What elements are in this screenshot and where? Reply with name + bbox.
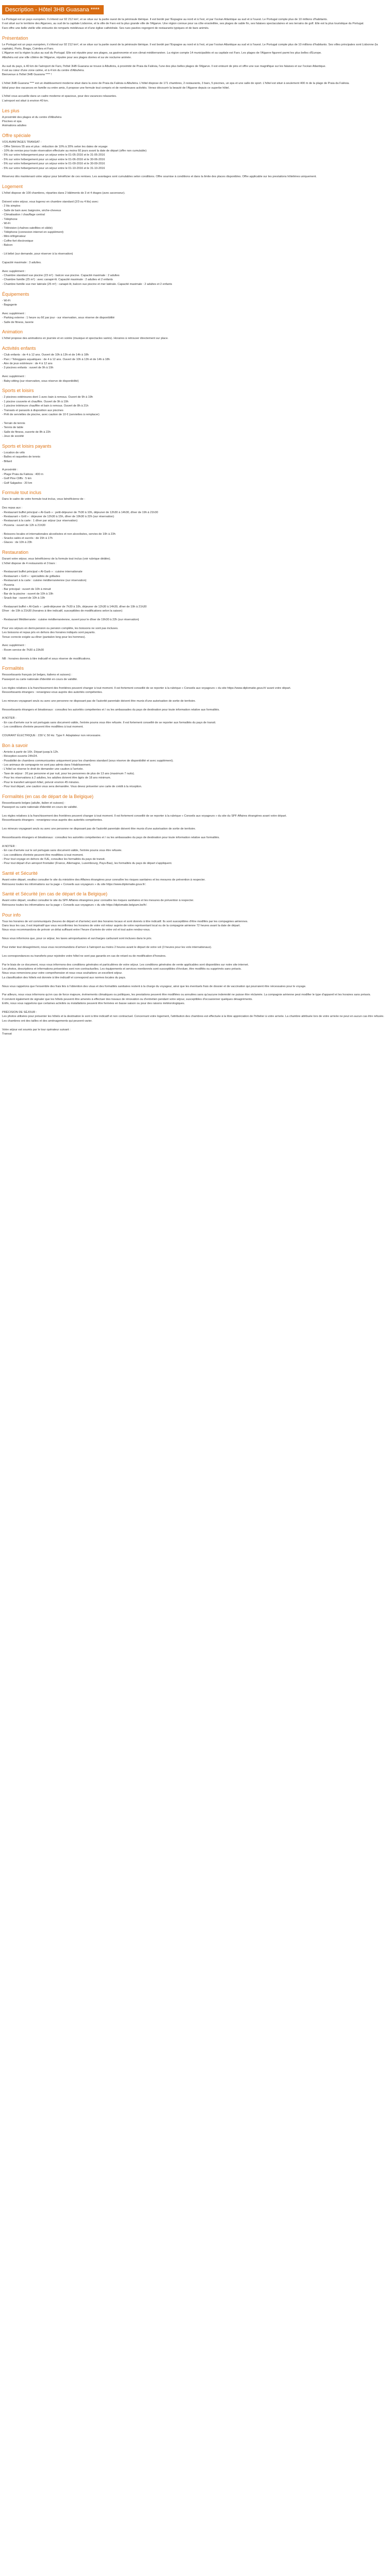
text-line: Tous les horaires de vol communiqués (heures de départ et d'arrivée) sont des horaires locaux et sont donnés à titre indicatif. Ils sont susceptibles d'être modifiés par les compagnies aériennes. [2,920,248,923]
text-line: - Les conditions d'entrée peuvent être modifiées à tout moment. [2,725,84,729]
paragraph-block [2,899,389,907]
text-line: - Pour tout départ, une caution vous sera demandée. Vous devez présenter une carte de crédit à la réception. [2,785,142,788]
text-line: - Salle de fitness, ouverte de 8h à 22h [2,430,51,434]
text-line: - Snack-bar : ouvert de 10h à 19h [2,596,45,600]
text-line: Idéal pour des vacances en famille ou entre amis, il propose une formule tout compris et de nombreuses activités. Venez découvrir la beauté de l'Algarve depuis ce superbe hôtel. [2,86,230,90]
text-line: - Pizzeria [2,583,14,587]
text-line: Passeport ou carte nationale d'identité en cours de validité. [2,677,78,681]
text-line: Le Portugal est un pays européen, il s'étend sur 92 212 km², et se situe sur la partie ouest de la péninsule ibérique. Il est bordé par l'Espagne au nord et à l'est, et par l'océan Atlantique au sud et à l'ouest. Le Portugal compte plus de 10 millions d'habitants. Ses villes principales sont Lisbonne (la capitale), Porto, Braga, Coimbra et Faro. [2,43,378,51]
text-line: - 1 piscine intérieure chauffée et bain à remous. Ouvert de 8h à 21h [2,404,89,408]
text-line: Il est situé sur le territoire des Algarves, au sud de la capitale Lisbonne, et la ville de Faro est la plus grande ville de l'Algarve. Une région connue pour sa côte ensoleillée, ses plages de sable fin, ses falaises spectaculaires et ses terrains de golf. Elle est la plus touristique du Portugal. [2,22,364,26]
description-page [0,0,391,1044]
paragraph-block [2,844,389,866]
paragraph-block [2,252,389,256]
text-line: Avec supplément : [2,312,26,315]
paragraph-block [2,115,389,128]
paragraph-block [2,937,389,941]
text-line: - Restaurant à la carte : cuisine méditerranéenne (sur réservation) [2,579,87,583]
paragraph-block [2,18,389,30]
text-line: - Réception ouverte 24h/24. [2,755,38,758]
text-line: - Parking externe : 1 heure ou 6€ par jour - sur réservation, sous réserve de disponibilité [2,316,115,320]
paragraph-block [2,532,389,545]
paragraph-block [2,673,389,682]
paragraph-block [2,618,389,622]
paragraph-block [2,299,389,308]
text-line: Les règles relatives à la franchissement des frontières peuvent changer à tout moment. Il est fortement conseillé de se reporter à la rubrique « Conseils aux voyageurs » du site https://www.diplomatie.gouv.fr/ avant votre départ. [2,686,291,690]
text-line: Ressortissants étrangers et binationaux : consultez les autorités compétentes et / ou les ambassades du pays de destination pour toute information relative aux formalités. [2,836,220,839]
text-line: Pour éviter tout désagrément, nous vous recommandons d'arriver à l'aéroport au moins 2 heures avant le départ de votre vol (3 heures pour les vols internationaux). [2,946,212,949]
text-line: - Restaurant buffet principal « Al-Garb » : cuisine internationale [2,570,83,574]
text-line: - 10% de remise pour toute réservation effectuée au moins 60 jours avant la date de départ (offre non cumulable) [2,149,146,153]
text-line: - Restaurant « Grill » : déjeuner de 12h30 à 15h, dîner de 19h30 à 22h (sur réservation) [2,515,115,519]
paragraph-block [2,716,389,729]
text-line: Bienvenue à l'hôtel 3HB Guarana **** ! [2,73,52,77]
text-line: VOS AVANTAGES TRANSAT : [2,141,42,144]
text-line: Animations adultes [2,124,27,128]
paragraph-block [2,827,389,831]
text-line: - Télévision (chaînes satellites et câble) [2,226,53,230]
paragraph-block [2,336,389,341]
paragraph-block [2,734,389,738]
text-line: Pour vos séjours en demi-pension ou pension complète, les boissons ne sont pas incluses. [2,626,119,630]
text-line: NB : horaires donnés à titre indicatif et sous réserve de modifications. [2,657,91,660]
text-line: - Room service de 7h30 à 23h30 [2,648,44,652]
text-line: - Les conditions d'entrée peuvent être modifiées à tout moment. [2,853,84,857]
text-line: - Climatisation / chauffage central [2,213,45,217]
text-line: - Les animaux de compagnie ne sont pas admis dans l'établissement. [2,763,91,767]
paragraph-block [2,993,389,1006]
paragraph-block [2,657,389,661]
text-line: - Restaurant Méditerranée : cuisine méditerranéenne, ouvert pour le dîner de 19h30 à 22h (sur réservation) [2,618,139,621]
text-line: Ressortissants étrangers et binationaux : consultez les autorités compétentes et / ou les ambassades du pays de destination pour toute information relative aux formalités. [2,708,220,711]
text-line: - Salle de bain avec baignoire, sèche-cheveux [2,209,61,212]
paragraph-block [2,421,389,439]
section-heading: Équipements [2,291,29,297]
text-line: - Pizzeria : ouvert de 12h à 21h30 [2,523,45,527]
text-line: - Wi-Fi [2,222,11,226]
text-line: Retrouvez toutes les informations sur la page « Conseils aux voyageurs » du site https://www.diplomatie.gouv.fr/. [2,883,146,886]
text-line: A NOTER : [2,717,17,720]
text-line: - Aire de jeux extérieure : de 4 à 12 ans [2,362,53,365]
text-line: Il convient également de signaler que les hôtels peuvent être amenés à effectuer des travaux de rénovation ou d'entretien pendant votre séjour, susceptibles d'occasionner quelques désagréments. [2,997,253,1001]
text-line: Nous vous recommandons de prévoir un délai suffisant entre l'heure d'arrivée de votre vol et tout autre rendez-vous. [2,928,151,932]
text-line: Les photos utilisées pour présenter les hôtels et la destination le sont à titre indicatif et non contractuel. Concernant votre logement, l'attribution des chambres est effectuée à la libre appréciation de l'hôtelier à votre arrivée. La chambre attribuée lors de votre arrivée ne peut en aucun cas être refusée. Les chambres ont des tailles et des aménagements qui peuvent varier. [2,1015,384,1023]
text-line: - En cas d'arrivée sur le sol portugais sans document valide, l'entrée pourra vous être refusée. [2,849,122,853]
text-line: - 2 piscines extérieures dont 1 avec bain à remous. Ouvert de 9h à 19h [2,396,93,399]
paragraph-block [2,375,389,383]
text-line: - Location de vélo [2,451,25,454]
paragraph-block [2,626,389,639]
text-line: Avec supplément : [2,375,26,379]
text-line: Les mineurs voyageant seuls ou avec une personne ne disposant pas de l'autorité parentale doivent être munis d'une autorisation de sortie de territoire. [2,699,196,703]
section-heading: Les plus [2,108,20,113]
paragraph-block [2,261,389,265]
text-line: - Téléphone [2,217,18,221]
text-line: L'hôtel propose des animations en journée et en soirée (musique et spectacles variés). Horaires à retrouver directement sur place. [2,337,169,341]
text-line: - Lit bébé (sur demande, pour réserver à la réservation) [2,252,73,256]
text-line: Ressortissants étrangers : renseignez-vous auprès des autorités compétentes. [2,819,103,822]
section-heading: Formule tout inclus [2,490,42,496]
text-line: Les mineurs voyageant seuls ou avec une personne ne disposant pas de l'autorité parentale doivent être munis d'une autorisation de sortie de territoire. [2,827,196,831]
section-heading: Santé et Sécurité [2,871,38,876]
text-line: - Transats et parasols à disposition aux piscines [2,409,63,412]
text-line: L'aéroport est situé à environ 40 km. [2,99,49,103]
paragraph-block [2,570,389,600]
paragraph-block [2,699,389,703]
text-line: - Chambre famille vue mer latérale (25 m²) : canapé-lit, balcon vue piscine et mer latérale. Capacité maximale : 2 adultes et 2 enfants [2,282,172,286]
paragraph-block [2,140,389,171]
paragraph-block [2,708,389,712]
text-line: L'Algarve est la région la plus au sud du Portugal. Elle est réputée pour ses plages, sa gastronomie et son climat méditerranéen. La région compte 14 municipalités et sa capitale est Faro. Les plages de l'Algarve figurent parmi les plus belles d'Europe. [2,52,322,55]
text-line: - 5% sur votre hébergement pour un séjour entre le 01-05-2016 et le 31-05-2016 [2,154,105,157]
text-line: Capacité maximale : 3 adultes. [2,261,42,264]
section-heading: Formalités (en cas de départ de la Belgique) [2,793,94,799]
text-line: L'hôtel dispose de 4 restaurants et 3 bars : [2,562,57,565]
text-line: A proximité : [2,468,18,472]
paragraph-block [2,836,389,840]
text-line: - Restaurant buffet « Al-Garb » : petit-déjeuner de 7h30 à 10h, déjeuner de 12h30 à 14h30, dîner de 19h à 21h30 [2,605,147,608]
text-line: - Pour tout voyage en dehors de l'UE, consultez les formalités du pays de transit. [2,857,106,861]
paragraph-block [2,945,389,950]
text-line: - Wi-Fi [2,299,11,302]
text-line: - Jeux de société [2,435,24,438]
text-line: - 5% sur votre hébergement pour un séjour entre le 01-10-2016 et le 31-10-2016 [2,166,105,170]
text-line: Ressortissants étrangers : renseignez-vous auprès des autorités compétentes. [2,690,103,694]
text-line: - L'hôtel se réserve le droit de demander une caution à l'arrivée. [2,768,84,771]
text-line: - Mini-réfrigérateur [2,235,26,239]
text-line: Avec supplément : [2,269,26,273]
paragraph-block [2,1010,389,1023]
text-line: - 2 lits simples [2,205,21,208]
text-line: - Golf Salgados : 20 km [2,481,32,485]
text-line: - Bar principal : ouvert de 10h à minuit [2,588,51,591]
text-line: - Snacks salés et sucrés : de 15h à 17h [2,537,53,540]
text-line: Votre séjour est soumis par le tour opérateur suivant : [2,1028,71,1031]
text-line: Les règles relatives à la franchissement des frontières peuvent changer à tout moment. Il est fortement conseillé de se reporter à la rubrique « Conseils aux voyageurs » du site du SPF Affaires étrangères avant votre départ. [2,814,287,818]
paragraph-block [2,878,389,887]
text-line: PRÉCISION DE SÉJOUR : [2,1011,37,1014]
paragraph-block [2,269,389,287]
text-line: Piscines et spa [2,120,22,124]
text-line: - Bar de la piscine : ouvert de 10h à 19h [2,592,54,596]
text-line: Avant votre départ, veuillez consulter le site du SPF Affaires étrangères pour connaître les risques sanitaires et les mesures de prévention à respecter. [2,899,194,903]
text-line: Nous vous remercions pour votre compréhension et nous vous souhaitons un excellent séjour. [2,972,123,975]
paragraph-block [2,191,389,195]
text-line: Transat [2,1032,12,1036]
paragraph-block [2,801,389,810]
paragraph-block [2,605,389,614]
paragraph-block [2,750,389,789]
text-line: - Salle de fitness, laverie [2,320,34,324]
paragraph-block [2,963,389,980]
text-line: Dans le cadre de votre formule tout inclus, vous bénéficierez de : [2,498,85,501]
text-line: Des repas aux : [2,506,23,510]
paragraph-block [2,985,389,989]
text-line: Tenue correcte exigée au dîner (pantalon long pour les hommes). [2,635,86,639]
text-line: - Pour tout départ d'un aéroport frontalier (France, Allemagne, Luxembourg, Pays-Bas), les formalités du pays de départ s'appliquent. [2,862,172,866]
paragraph-block [2,64,389,77]
paragraph-block [2,643,389,652]
section-heading: Animation [2,329,23,335]
text-line: - Boissons locales et internationales alcoolisées et non alcoolisées, servies de 10h à 23h [2,532,116,536]
text-line: - Terrain de tennis [2,421,25,425]
text-line: - Balcon [2,244,13,247]
text-line: - En cas d'arrivée sur le sol portugais sans document valide, l'entrée pourra vous être refusée. Il est fortement conseillé de se reporter aux formalités du pays de transit. [2,721,216,724]
text-line: Avant votre départ, veuillez consulter le site du ministère des Affaires étrangères pour connaître les risques sanitaires et les mesures de prévention à respecter. [2,878,206,882]
paragraph-block [2,94,389,103]
text-line: - Prêt de serviettes de piscine, avec caution de 10 € (serviettes à remplacer) [2,413,100,416]
paragraph-block [2,468,389,485]
paragraph-block [2,353,389,370]
text-line: Par ailleurs, nous vous informons qu'en cas de force majeure, événements climatiques ou politiques, les prestations peuvent être modifiées ou annulées sans qu'aucune indemnité ne puisse être réclamée. La compagnie aérienne peut modifier le type d'appareil et les horaires sans préavis. [2,993,371,997]
text-line: - Téléphone (connexion internet en supplément) [2,230,63,234]
text-line: - 3 piscines enfants : ouvert de 9h à 19h [2,366,54,370]
paragraph-block [2,954,389,958]
page-title: Description - Hôtel 3HB Guasana **** [2,5,104,14]
text-line: A NOTER : [2,844,17,848]
text-line: Dans tous les cas, il est impératif que vous reconfirmiez les horaires de votre vol retour auprès de votre représentant local ou de la compagnie aérienne 72 heures avant la date de départ. [2,924,241,927]
text-line: - 5% sur votre hébergement pour un séjour entre le 01-09-2016 et le 30-09-2016 [2,162,105,166]
paragraph-block [2,920,389,933]
text-line: - Restaurant à la carte : 1 dîner par séjour (sur réservation) [2,519,78,523]
text-line: Nous vous informons que, pour ce séjour, les taxes aéroportuaires et surcharges carburant sont incluses dans le prix. [2,937,152,941]
paragraph-block [2,506,389,528]
paragraph-block [2,43,389,60]
text-line: Les boissons et repas pris en dehors des horaires indiqués sont payants. [2,631,95,635]
paragraph-block [2,395,389,417]
paragraph-block [2,175,389,179]
text-line: Dîner : de 19h à 21h30 (horaires à titre indicatif, susceptibles de modifications selon la saison) [2,609,123,613]
text-line: Avec supplément : [2,644,26,648]
paragraph-block [2,557,389,566]
text-line: Enfin, nous vous rappelons que certaines activités ou installations peuvent être fermées en basse saison ou pour des raisons météorologiques. [2,1002,185,1006]
text-line: Durant votre séjour, vous bénéficierez de la formule tout inclus (voir rubrique dédiée). [2,557,111,561]
paragraph-block [2,1028,389,1037]
section-heading: Présentation [2,35,28,41]
text-line: L'hôtel vous accueille dans un cadre moderne et spacieux, pour des vacances relaxantes. [2,95,117,98]
paragraph-block [2,686,389,695]
text-line: L'hôtel 3HB Guarana **** est un établissement moderne situé dans la zone de Praia da Falésia à Albufeira. L'hôtel dispose de 171 chambres, 2 restaurants, 3 bars, 5 piscines, un spa et une salle de sport. L'hôtel est situé à seulement 400 m de la plage de Praia da Falésia. [2,82,350,86]
text-line: - 1 piscine couverte et chauffée. Ouvert de 9h à 19h [2,400,69,403]
section-heading: Bon à savoir [2,742,28,748]
text-line: Ressortissants français (et belges, italiens et suisses) : [2,673,72,677]
text-line: Ressortissants belges (adulte, italien et suisses) : [2,801,66,805]
text-line: - Billard [2,460,12,463]
paragraph-block [2,497,389,501]
paragraph-block [2,200,389,247]
text-line: Réservez dès maintenant votre séjour pour bénéficier de ces remises. Les avantages sont cumulables selon conditions. Offre soumise à conditions et dans la limite des places disponibles. Offre applicable sur les prestations hôtelières uniquement. [2,175,317,179]
section-heading: Formalités [2,666,24,671]
text-line: - Offre Séniors 55 ans et plus : réduction de 10% à 20% selon les dates de voyage [2,145,108,148]
text-line: - Taxe de séjour : 2€ par personne et par nuit, pour les personnes de plus de 13 ans (maximum 7 nuits). [2,772,135,775]
section-heading: Pour info [2,912,21,918]
text-line: Au sud du pays, à 40 km de l'aéroport de Faro, l'hôtel 3HB Guarana se trouve à Albufeira, à proximité de Praia da Falésia, l'une des plus belles plages de l'Algarve. Il est entouré de pins et offre une vue magnifique sur les falaises et sur l'océan Atlantique. [2,64,327,68]
text-line: - Baby-sitting (sur réservation, sous réserve de disponibilité) [2,379,79,383]
text-line: - Possibilité de chambres communicantes uniquement pour les chambres standard (sous réserve de disponibilité et avec supplément). [2,759,174,762]
section-heading: Activités enfants [2,346,36,351]
description-content [2,18,389,1036]
text-line: - Chambre standard vue piscine (23 m²) : balcon vue piscine. Capacité maximale : 2 adultes [2,274,120,277]
text-line: Doivent votre séjour, vous logerez en chambre standard (2/3 ou 4 lits) avec: [2,200,99,204]
text-line: - Glaces : de 10h à 23h [2,541,32,545]
text-line: Par le biais de ce document, nous vous informons des conditions générales et particulières de votre séjour. Les conditions générales de vente applicables sont disponibles sur notre site internet. [2,963,249,967]
text-line: - Tennis de table [2,426,23,430]
section-heading: Logement [2,184,23,190]
text-line: La classification des hôtels est donnée à titre indicatif et correspond aux normes locales du pays. [2,976,126,979]
section-heading: Sports et loisirs payants [2,443,52,449]
text-line: Faro offre une belle vieille ville entourée de remparts médiévaux et d'une église cathédrale. Ses rues pavées regorgent de restaurants typiques et de bars animés. [2,26,209,30]
text-line: L'hôtel dispose de 100 chambres, réparties dans 2 bâtiments de 3 et 4 étages (avec ascenseur). [2,192,125,195]
text-line: - 5% sur votre hébergement pour un séjour entre le 01-06-2016 et le 30-06-2016 [2,158,105,161]
text-line: - Chambre famille (25 m²) : avec canapé-lit. Capacité maximale : 2 adultes et 2 enfants [2,278,113,282]
text-line: - Arrivée à partir de 16h. Départ jusqu'à 12h. [2,750,59,754]
text-line: - Pour les réservations à 2 adultes, les adultes doivent être âgés de 18 ans minimum. [2,776,111,780]
section-heading: Restauration [2,550,29,555]
paragraph-block [2,451,389,464]
text-line: Nous vous rappelons que l'ensemble des frais liés à l'obtention des visas et des formalités sanitaires restent à la charge du voyageur, ainsi que les éventuels frais de dossier et de vaccination qui pourraient être nécessaires pour le voyage. [2,985,306,988]
text-line: - Restaurant buffet principal « Al-Garb » : petit-déjeuner de 7h30 à 10h, déjeuner de 12h30 à 14h30, dîner de 19h à 21h30 [2,511,158,514]
text-line: - Restaurant « Grill » : spécialités de grillades [2,574,60,578]
text-line: - Bagagerie [2,303,17,307]
paragraph-block [2,312,389,325]
text-line: Retrouvez toutes les informations sur la page « Conseils aux voyageurs » du site https://diplomatie.belgium.be/fr/. [2,903,148,907]
text-line: Les photos, descriptions et informations présentées sont non contractuelles. Les équipements et services mentionnés sont susceptibles d'évoluer, être modifiés ou supprimés sans préavis. [2,968,242,971]
text-line: Il est au cœur d'une zone calme, et à 4 km du centre d'Albufeira. [2,69,85,73]
section-heading: Offre spéciale [2,133,31,139]
section-heading: Santé et Sécurité (en cas de départ de la Belgique) [2,891,108,897]
paragraph-block [2,814,389,823]
text-line: Albufeira est une ville côtière de l'Algarve, réputée pour ses plages dorées et sa vie nocturne animée. [2,56,132,59]
text-line: Passeport ou carte nationale d'identité en cours de validité. [2,806,78,809]
text-line: - Parc / Toboggans aquatiques : de 4 à 12 ans. Ouvert de 10h à 13h et de 14h à 18h [2,358,110,361]
paragraph-block [2,81,389,90]
text-line: - Coffre-fort électronique [2,239,34,243]
text-line: - Balles et raquettes de tennis [2,455,41,459]
text-line: - Plage Praia da Falésia : 400 m [2,472,43,476]
text-line: Les correspondances ou transferts pour rejoindre votre hôtel ne sont pas garantis en cas de retard ou de modification d'horaires. [2,954,167,958]
text-line: - Pour le transfert aéroport-hôtel, prévoir environ 45 minutes. [2,781,80,784]
text-line: COURANT ÉLECTRIQUE : 230 V, 50 Hz. Type F. Adaptateur non nécessaire. [2,734,102,737]
text-line: - Golf Pine Cliffs : 5 km [2,477,32,481]
text-line: A proximité des plages et du centre d'Albufeira [2,115,62,119]
section-heading: Sports et loisirs [2,388,34,394]
text-line: - Club enfants : de 4 à 12 ans. Ouvert de 10h à 13h et de 14h à 18h [2,353,89,357]
text-line: La Portugal est un pays européen. Il s'étend sur 92 212 km², et se situe sur la partie ouest de la péninsule ibérique. Il est bordé par l'Espagne au nord et à l'est, et par l'océan Atlantique au sud et à l'ouest. Le Portugal compte plus de 10 millions d'habitants. [2,18,328,21]
